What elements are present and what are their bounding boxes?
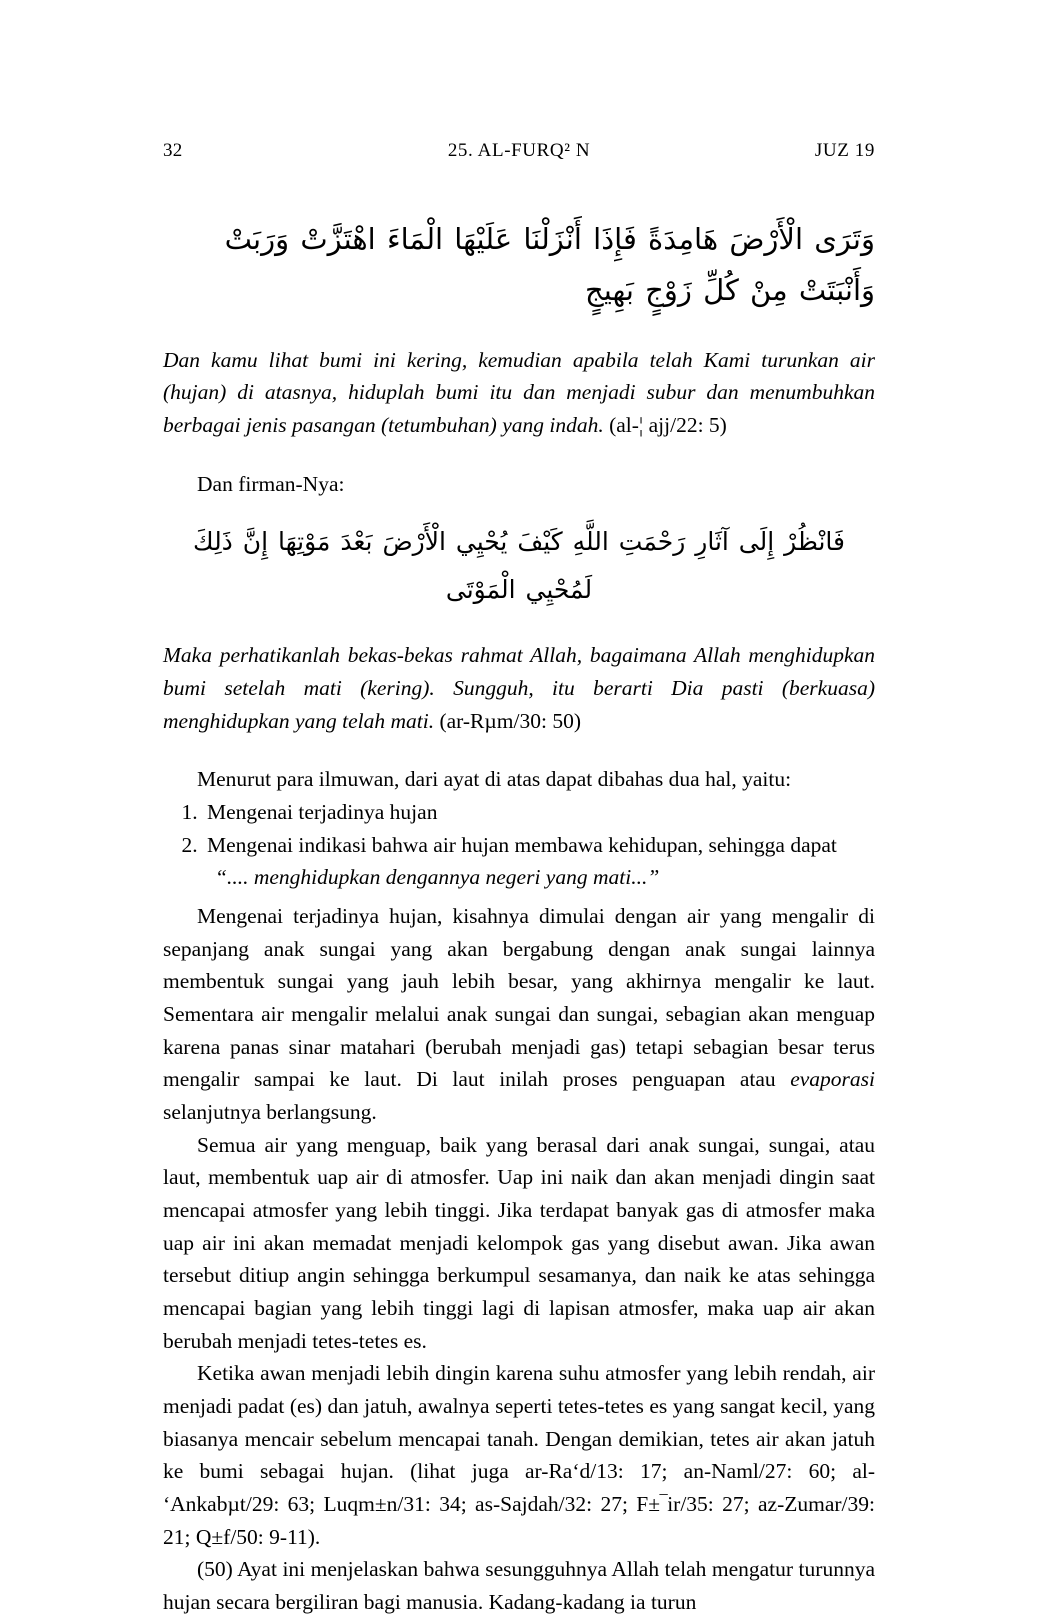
paragraph-1-tail: selanjutnya berlangsung. <box>163 1099 377 1124</box>
arabic-verse-1: وَتَرَى الْأَرْضَ هَامِدَةً فَإِذَا أَنْزَلْنَا عَلَيْهَا الْمَاءَ اهْتَزَّتْ وَرَبَتْ وَأَنْبَتَتْ مِنْ كُلِّ زَوْجٍ بَهِيجٍ <box>224 222 875 307</box>
lead-in-text: Dan firman-Nya: <box>197 471 345 496</box>
paragraph-2: Semua air yang menguap, baik yang berasal dari anak sungai, sungai, atau laut, membentuk uap air di atmosfer. Uap ini naik dan akan menjadi dingin saat mencapai atmosfer yang lebih tinggi. Jika terdapat banyak gas di atmosfer maka uap air ini akan memadat menjadi kelompok gas yang disebut awan. Jika awan tersebut ditiup angin sehingga berkumpul sesamanya, dan naik ke atas sehingga mencapai bagian yang lebih tinggi lagi di lapisan atmosfer, maka uap air akan berubah menjadi tetes-tetes es. <box>163 1132 875 1353</box>
paragraph-3: Ketika awan menjadi lebih dingin karena suhu atmosfer yang lebih rendah, air menjadi padat (es) dan jatuh, awalnya seperti tetes-tetes es yang sangat kecil, yang biasanya mencair sebelum mencapai tanah. Dengan demikian, tetes air akan jatuh ke bumi sebagai hujan. (lihat juga ar-Ra‘d/13: 17; an-Naml/27: 60; al-ʻAnkabµt/29: 63; Luqm±n/31: 34; as-Sajdah/32: 27; F±‾ir/35: 27; az-Zumar/39: 21; Q±f/50: 9-11). <box>163 1361 875 1549</box>
list-item-quote: “.... menghidupkan dengannya negeri yang mati...” <box>215 865 660 890</box>
translation-2-text: Maka perhatikanlah bekas-bekas rahmat Allah, bagaimana Allah menghidupkan bumi setelah mati (kering). Sungguh, itu berarti Dia pasti (berkuasa) menghidupkan yang telah mati. <box>163 643 875 733</box>
running-header <box>163 140 875 162</box>
paragraph-1 <box>163 900 875 1129</box>
paragraph-4: (50) Ayat ini menjelaskan bahwa sesungguhnya Allah telah mengatur turunnya hujan secara bergiliran bagi manusia. Kadang-kadang ia turun <box>163 1557 875 1614</box>
intro-paragraph: Menurut para ilmuwan, dari ayat di atas dapat dibahas dua hal, yaitu: <box>197 767 792 792</box>
translation-1-reference: (al-¦ ajj/22: 5) <box>609 412 727 437</box>
translation-1-text: Dan kamu lihat bumi ini kering, kemudian apabila telah Kami turunkan air (hujan) di atasnya, hiduplah bumi itu dan menjadi subur dan menumbuhkan berbagai jenis pasangan (tetumbuhan) yang indah. <box>163 347 875 437</box>
page-number: 32 <box>163 140 183 161</box>
surah-title: 25. AL-FURQ² N <box>447 140 591 161</box>
translation-2 <box>163 639 875 737</box>
arabic-verse-2: فَانْظُرْ إِلَى آثَارِ رَحْمَتِ اللَّهِ كَيْفَ يُحْيِي الْأَرْضَ بَعْدَ مَوْتِهَا إِنَّ ذَلِكَ لَمُحْيِي الْمَوْتَى <box>193 527 845 604</box>
list-item: 1. Mengenai terjadinya hujan <box>203 796 875 829</box>
list-item <box>203 829 875 894</box>
paragraph-1-text: Mengenai terjadinya hujan, kisahnya dimulai dengan air yang mengalir di sepanjang anak sungai yang akan bergabung dengan anak sungai lainnya membentuk sungai yang jauh lebih besar, yang akhirnya mengalir ke laut. Sementara air mengalir melalui anak sungai dan sungai, sebagian akan menguap karena panas sinar matahari (berubah menjadi gas) tetapi sebagian besar terus mengalir sampai ke laut. Di laut inilah proses penguapan atau <box>163 903 875 1092</box>
page-content <box>163 140 875 1619</box>
list-item-text: Mengenai indikasi bahwa air hujan membawa kehidupan, sehingga dapat <box>207 832 837 857</box>
numbered-list <box>163 796 875 894</box>
paragraph-1-emphasis: evaporasi <box>790 1067 875 1092</box>
juz-label: JUZ 19 <box>814 140 875 161</box>
translation-2-reference: (ar-Rµm/30: 50) <box>439 708 581 733</box>
translation-1 <box>163 344 875 442</box>
